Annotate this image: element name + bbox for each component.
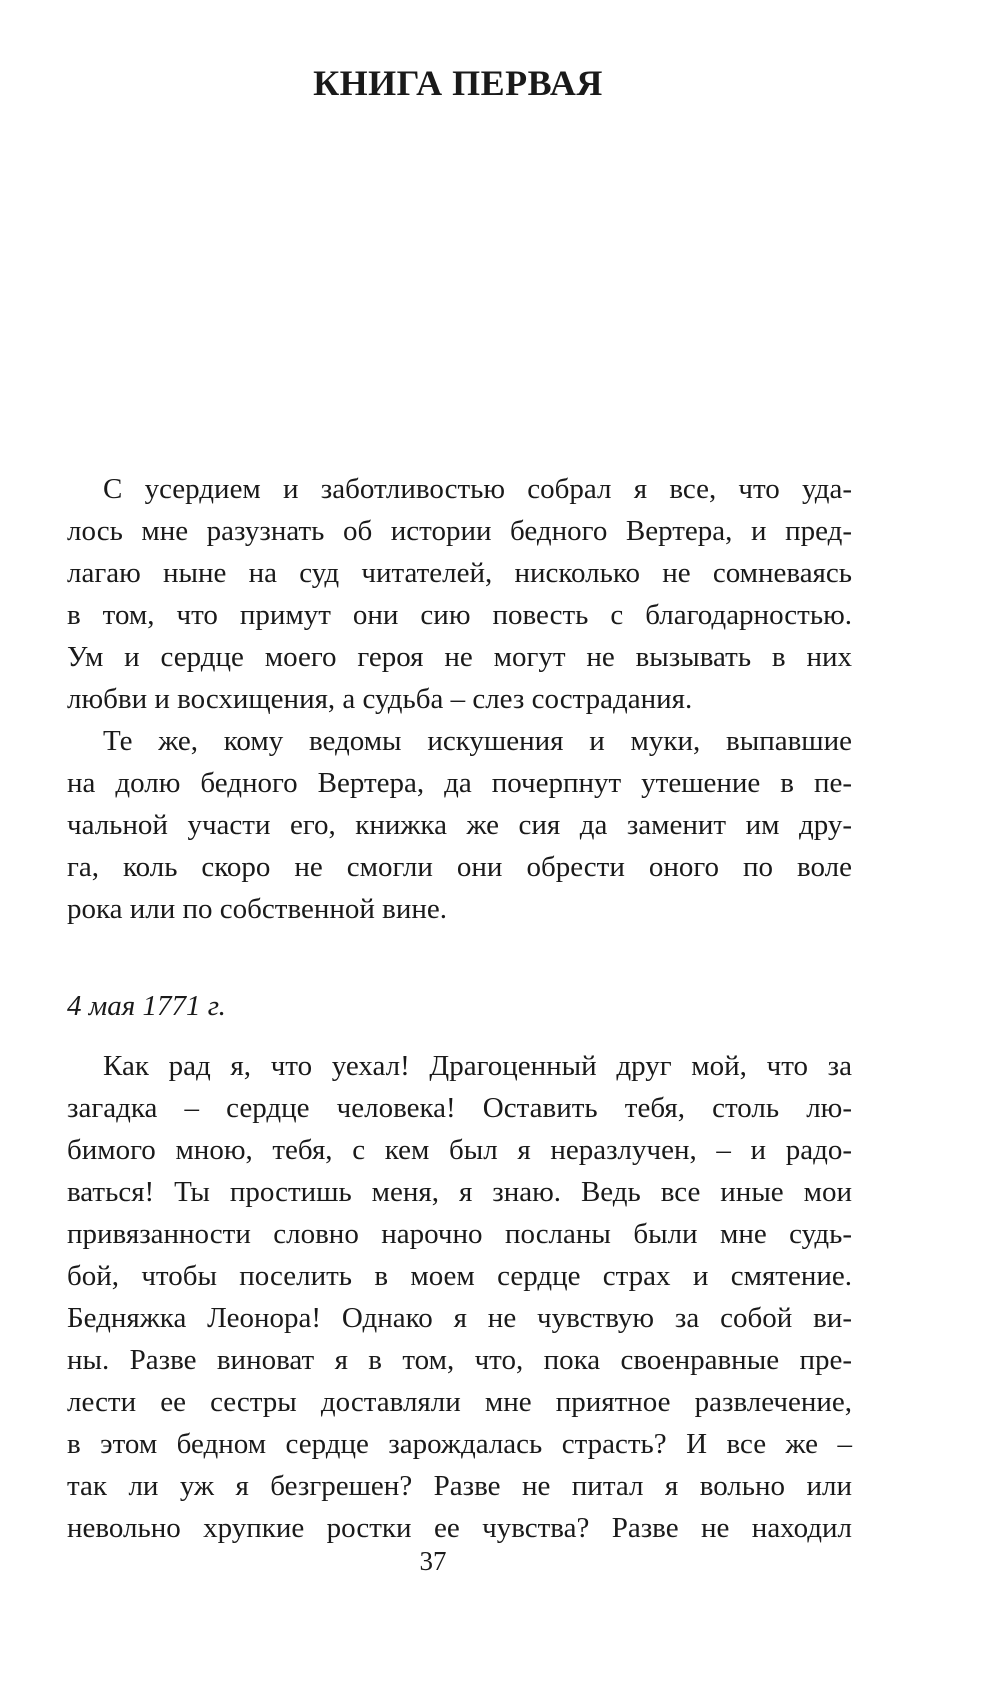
- text-line: Ум и сердце моего героя не могут не вызывать в них: [67, 641, 852, 673]
- text-line: лагаю ныне на суд читателей, нисколько не сомневаясь: [67, 557, 852, 589]
- chapter-title: КНИГА ПЕРВАЯ: [313, 63, 603, 103]
- text-line: Те же, кому ведомы искушения и муки, выпавшие: [103, 725, 852, 757]
- text-line: ваться! Ты простишь меня, я знаю. Ведь все иные мои: [67, 1176, 852, 1208]
- text-line: лось мне разузнать об истории бедного Вертера, и пред-: [67, 515, 852, 547]
- text-line: так ли уж я безгрешен? Разве не питал я вольно или: [67, 1470, 852, 1502]
- text-line: на долю бедного Вертера, да почерпнут утешение в пе-: [67, 767, 852, 799]
- text-line: чальной участи его, книжка же сия да заменит им дру-: [67, 809, 852, 841]
- preface-text: [67, 468, 852, 930]
- text-line: в том, что примут они сию повесть с благодарностью.: [67, 599, 852, 631]
- text-line: га, коль скоро не смогли они обрести оного по воле: [67, 851, 852, 883]
- text-line: лести ее сестры доставляли мне приятное развлечение,: [67, 1386, 852, 1418]
- text-line: любви и восхищения, а судьба – слез сострадания.: [67, 683, 693, 715]
- letter-text: [67, 1045, 852, 1549]
- text-line: бой, чтобы поселить в моем сердце страх и смятение.: [67, 1260, 852, 1292]
- text-line: ны. Разве виноват я в том, что, пока своенравные пре-: [67, 1344, 852, 1376]
- text-line: Как рад я, что уехал! Драгоценный друг мой, что за: [103, 1050, 852, 1082]
- text-line: в этом бедном сердце зарождалась страсть? И все же –: [67, 1428, 852, 1460]
- page-number: 37: [419, 1546, 447, 1576]
- text-line: бимого мною, тебя, с кем был я неразлучен, – и радо-: [67, 1134, 852, 1166]
- text-line: невольно хрупкие ростки ее чувства? Разве не находил: [67, 1512, 852, 1544]
- text-line: привязанности словно нарочно посланы были мне судь-: [67, 1218, 852, 1250]
- text-line: рока или по собственной вине.: [67, 893, 448, 925]
- letter-date: 4 мая 1771 г.: [67, 990, 226, 1022]
- text-line: загадка – сердце человека! Оставить тебя, столь лю-: [67, 1092, 852, 1124]
- text-line: С усердием и заботливостью собрал я все, что уда-: [103, 473, 852, 505]
- text-line: Бедняжка Леонора! Однако я не чувствую за собой ви-: [67, 1302, 852, 1334]
